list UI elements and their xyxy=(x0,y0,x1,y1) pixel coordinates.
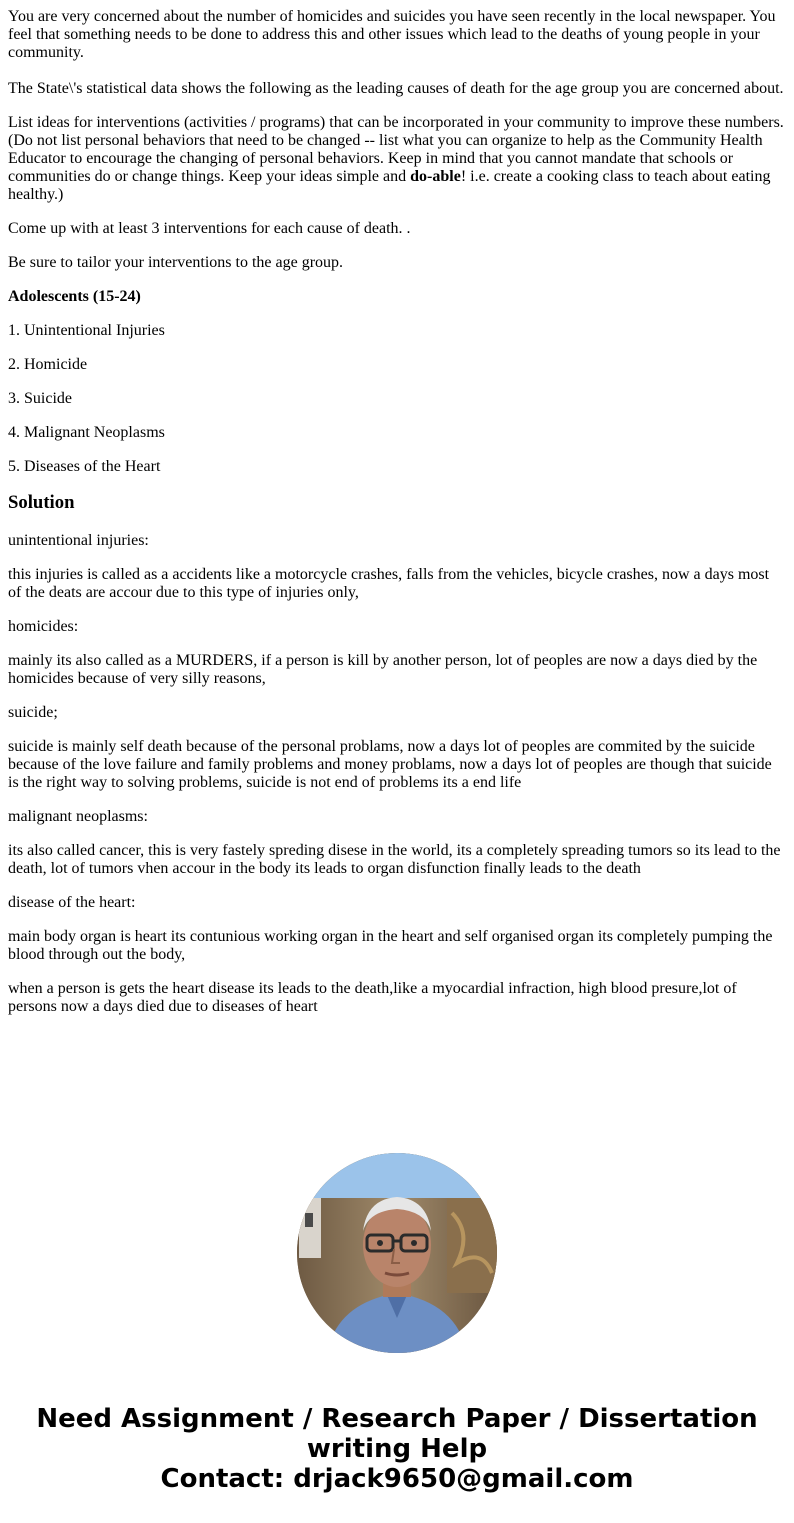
solution-paragraph: homicides: xyxy=(8,618,79,635)
promo-line-2: writing Help xyxy=(306,1434,488,1464)
promo-line-1: Need Assignment / Research Paper / Dissertation xyxy=(36,1404,758,1434)
solution-paragraph: unintentional injuries: xyxy=(8,532,149,549)
instructions-text-end: ! i.e. create a cooking class to teach about eating healthy.) xyxy=(8,168,771,203)
solution-paragraph: main body organ is heart its contunious working organ in the heart and self organised organ its completely pumping the blood through out the body, xyxy=(8,928,773,963)
question-requirement: Come up with at least 3 interventions for each cause of death. . xyxy=(8,220,411,237)
age-group-heading xyxy=(8,288,786,306)
author-portrait-illustration xyxy=(297,1153,497,1353)
instructions-emphasis: do-able xyxy=(410,168,461,185)
solution-paragraph: its also called cancer, this is very fastely spreding disese in the world, its a completely spreading tumors so its lead to the death, lot of tumors vhen accour in the body its leads to organ disfunction finally leads to the death xyxy=(8,842,781,877)
solution-heading: Solution xyxy=(8,492,75,513)
solution-paragraph: suicide; xyxy=(8,704,58,721)
solution-paragraph: suicide is mainly self death because of the personal problams, now a days lot of peoples are commited by the suicide because of the love failure and family problems and money problams, now a days lot of peoples are though that suicide is the right way to solving problems, suicide is not end of problems its a end life xyxy=(8,738,772,791)
question-tailor-note: Be sure to tailor your interventions to the age group. xyxy=(8,254,344,271)
question-instructions xyxy=(8,114,786,204)
cause-item: 4. Malignant Neoplasms xyxy=(8,424,165,441)
cause-item: 3. Suicide xyxy=(8,390,72,407)
instructions-text-start: List ideas for interventions (activities / programs) that can be incorporated in your community to improve these numbers. (Do not list personal behaviors that need to be changed -- list what you can organize to help as the Community Health Educator to encourage the changing of personal behaviors. Keep in mind that you cannot mandate that schools or communities do or change things. Keep your ideas simple and xyxy=(8,114,784,185)
solution-paragraph: disease of the heart: xyxy=(8,894,136,911)
promo-contact: Contact: drjack9650@gmail.com xyxy=(160,1464,634,1494)
question-intro: You are very concerned about the number of homicides and suicides you have seen recently in the local newspaper. You feel that something needs to be done to address this and other issues which lead to the deaths of young people in your community. xyxy=(8,8,776,61)
cause-item: 5. Diseases of the Heart xyxy=(8,458,161,475)
solution-paragraph: mainly its also called as a MURDERS, if a person is kill by another person, lot of peoples are now a days died by the homicides because of very silly reasons, xyxy=(8,652,758,687)
author-photo xyxy=(297,1153,497,1353)
document-body xyxy=(8,8,786,1032)
question-statistics: The State\'s statistical data shows the following as the leading causes of death for the age group you are concerned about. xyxy=(8,80,784,97)
solution-paragraph: when a person is gets the heart disease its leads to the death,like a myocardial infraction, high blood presure,lot of persons now a days died due to diseases of heart xyxy=(8,980,737,1015)
solution-paragraph: this injuries is called as a accidents like a motorcycle crashes, falls from the vehicles, bicycle crashes, now a days most of the deats are accour due to this type of injuries only, xyxy=(8,566,770,601)
cause-item: 1. Unintentional Injuries xyxy=(8,322,165,339)
promo-banner xyxy=(0,1404,794,1494)
solution-paragraph: malignant neoplasms: xyxy=(8,808,148,825)
age-group-label: Adolescents (15-24) xyxy=(8,288,141,305)
cause-item: 2. Homicide xyxy=(8,356,88,373)
